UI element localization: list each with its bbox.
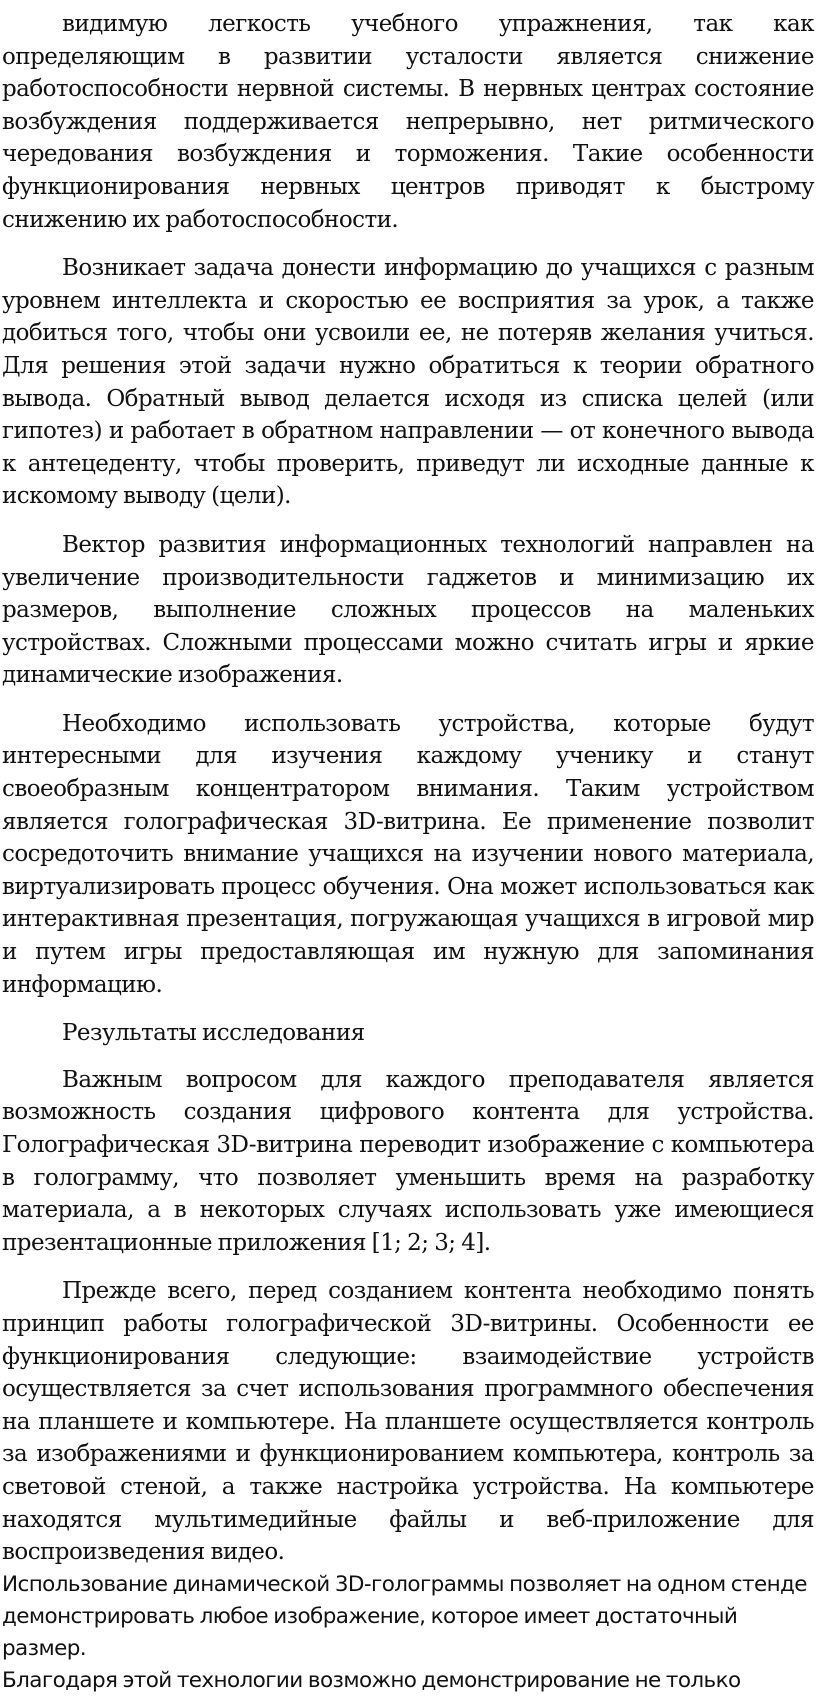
paragraph-6: Прежде всего, перед созданием контента необходимо понять принцип работы голографической 3D-витрины. Особенности ее функционирования следующие: взаимодействие устройств осуществляется за счет использования программного обеспечения на планшете и компьютере. На планшете осуществляется контроль за изображениями и функционированием компьютера, контроль за световой стеной, а также настройка устройства. На компьютере находятся мультимедийные файлы и веб-приложение для воспроизведения видео. (2, 1278, 814, 1566)
paragraph-4: Необходимо использовать устройства, которые будут интересными для изучения каждому ученику и станут своеобразным концентратором внимания. Таким устройством является голографическая 3D-витрина. Ее применение позволит сосредоточить внимание учащихся на изучении нового материала, виртуализировать процесс обучения. Она может использоваться как интерактивная презентация, погружающая учащихся в игровой мир и путем игры предоставляющая им нужную для запоминания информацию. (2, 710, 814, 998)
paragraph-3: Вектор развития информационных технологий направлен на увеличение производительности гаджетов и минимизацию их размеров, выполнение сложных процессов на маленьких устройствах. Сложными процессами можно считать игры и яркие динамические изображения. (2, 531, 814, 689)
paragraph-2: Возникает задача донести информацию до учащихся с разным уровнем интеллекта и скоростью ее восприятия за урок, а также добиться того, чтобы они усвоили ее, не потеряв желания учиться. Для решения этой задачи нужно обратиться к теории обратного вывода. Обратный вывод делается исходя из списка целей (или гипотез) и работает в обратном направлении — от конечного вывода к антецеденту, чтобы проверить, приведут ли исходные данные к искомому выводу (цели). (2, 255, 814, 510)
tail-line-1: Использование динамической 3D-голограммы позволяет на одном стенде (2, 1571, 807, 1597)
tail-line-3: Благодаря этой технологии возможно демонстрирование не только (2, 1667, 741, 1693)
paragraph-5: Важным вопросом для каждого преподавателя является возможность создания цифрового контента для устройства. Голографическая 3D-витрина переводит изображение с компьютера в голограмму, что позволяет уменьшить время на разработку материала, а в некоторых случаях использовать уже имеющиеся презентационные приложения [1; 2; 3; 4]. (2, 1066, 814, 1256)
tail-line-2: демонстрировать любое изображение, которое имеет достаточный размер. (2, 1603, 738, 1661)
paragraph-1: видимую легкость учебного упражнения, так как определяющим в развитии усталости является снижение работоспособности нервной системы. В нервных центрах состояние возбуждения поддерживается непрерывно, нет ритмического чередования возбуждения и торможения. Такие особенности функционирования нервных центров приводят к быстрому снижению их работоспособности. (2, 11, 814, 233)
section-heading: Результаты исследования (62, 1020, 365, 1047)
